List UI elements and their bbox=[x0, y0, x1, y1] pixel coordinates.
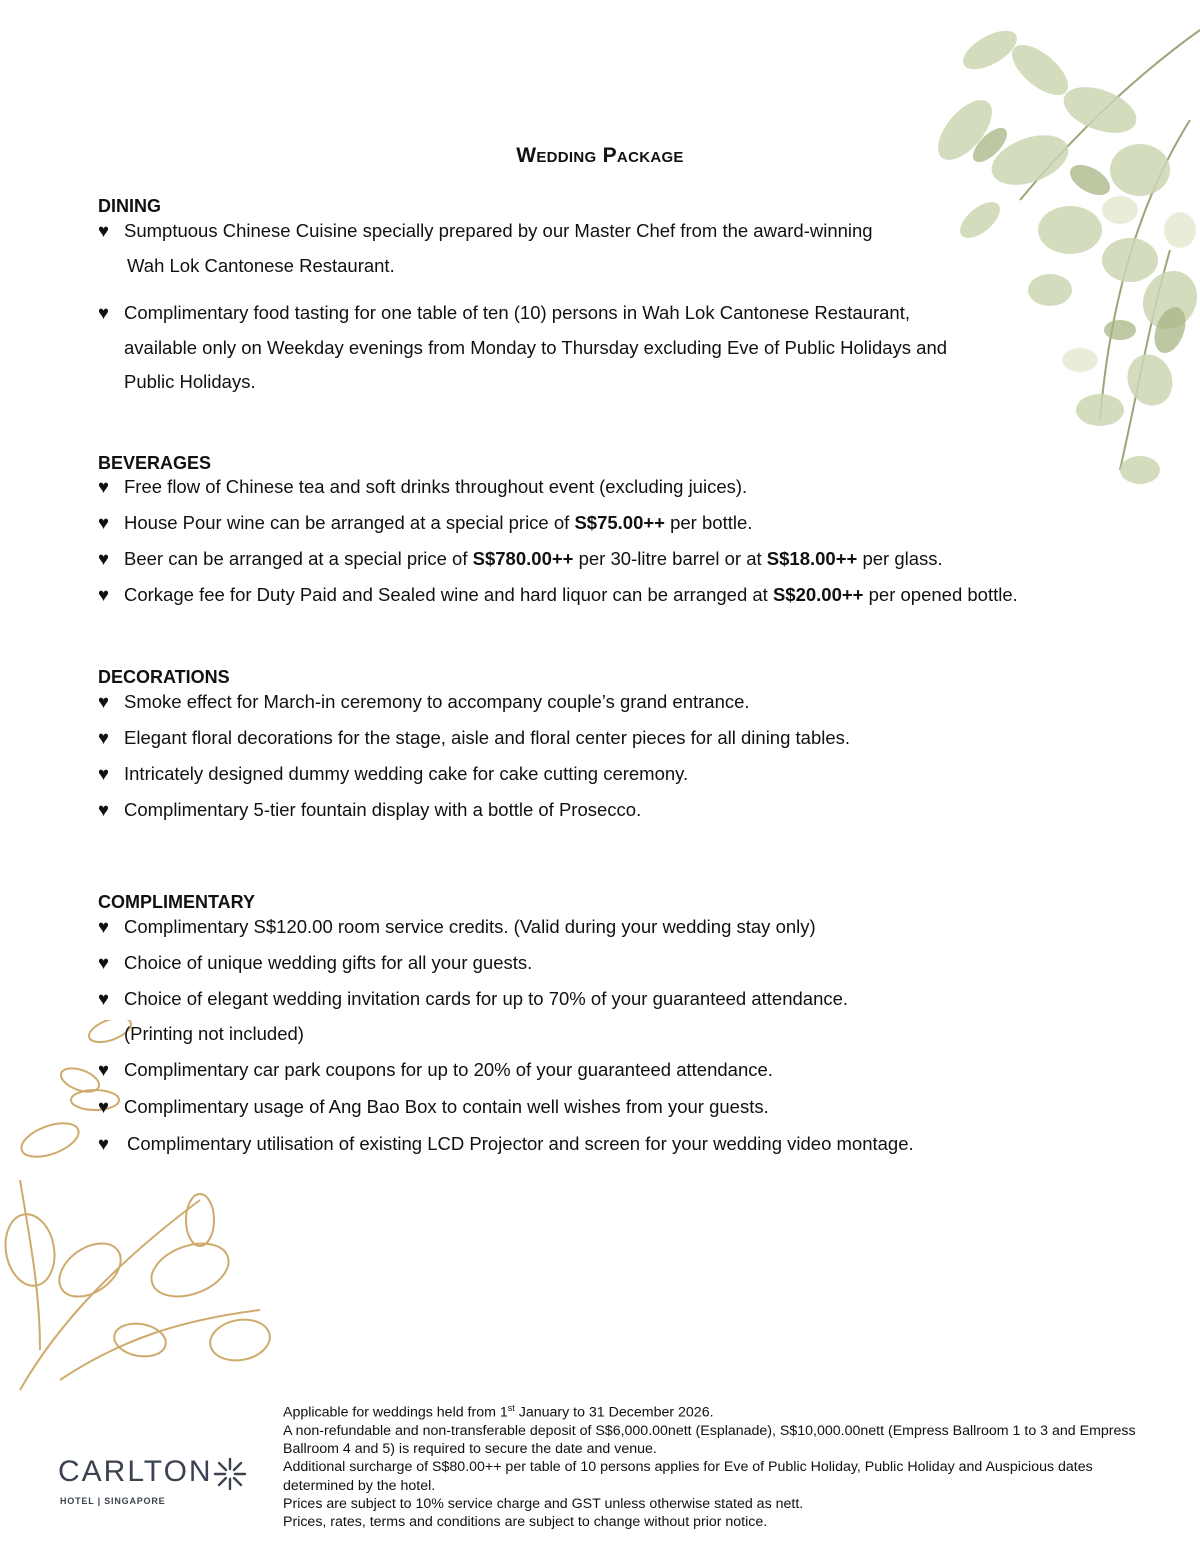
list-item: ♥ Free flow of Chinese tea and soft drinks throughout event (excluding juices). bbox=[98, 469, 747, 504]
list-item: ♥ Choice of elegant wedding invitation cards for up to 70% of your guaranteed attendance. bbox=[98, 981, 848, 1016]
terms-line: Additional surcharge of S$80.00++ per table of 10 persons applies for Eve of Public Holiday, Public Holiday and Auspicious dates determined by the hotel. bbox=[283, 1459, 1093, 1494]
heart-bullet-icon: ♥ bbox=[98, 763, 109, 784]
list-item: ♥ Complimentary car park coupons for up to 20% of your guaranteed attendance. bbox=[98, 1052, 773, 1087]
heart-bullet-icon: ♥ bbox=[98, 512, 109, 533]
heart-bullet-icon: ♥ bbox=[98, 691, 109, 712]
heart-bullet-icon: ♥ bbox=[98, 916, 109, 937]
list-item: ♥ Smoke effect for March-in ceremony to accompany couple’s grand entrance. bbox=[98, 684, 750, 719]
list-item-continued: Public Holidays. bbox=[124, 371, 256, 392]
terms-footer bbox=[283, 1399, 1143, 1531]
list-item: ♥ Elegant floral decorations for the stage, aisle and floral center pieces for all dining tables. bbox=[98, 720, 850, 755]
price: S$18.00++ bbox=[766, 548, 858, 569]
list-item: ♥ Complimentary food tasting for one table of ten (10) persons in Wah Lok Cantonese Restaurant, bbox=[98, 295, 910, 330]
heart-bullet-icon: ♥ bbox=[98, 799, 109, 820]
heart-bullet-icon: ♥ bbox=[98, 302, 109, 323]
terms-line: A non-refundable and non-transferable deposit of S$6,000.00nett (Esplanade), S$10,000.00nett (Empress Ballroom 1 to 3 and Empress Ballroom 4 and 5) is required to secure the date and venue. bbox=[283, 1422, 1136, 1458]
heart-bullet-icon: ♥ bbox=[98, 1133, 109, 1154]
page-title: Wedding Package bbox=[516, 144, 684, 167]
heart-bullet-icon: ♥ bbox=[98, 1059, 109, 1080]
starburst-icon bbox=[213, 1457, 247, 1491]
heart-bullet-icon: ♥ bbox=[98, 584, 109, 605]
list-item: ♥ Complimentary 5-tier fountain display with a bottle of Prosecco. bbox=[98, 792, 641, 827]
list-item-continued: Wah Lok Cantonese Restaurant. bbox=[127, 255, 395, 276]
section-heading-decorations: DECORATIONS bbox=[98, 667, 230, 687]
heart-bullet-icon: ♥ bbox=[98, 548, 109, 569]
heart-bullet-icon: ♥ bbox=[98, 988, 109, 1009]
list-item: ♥ Corkage fee for Duty Paid and Sealed wine and hard liquor can be arranged at S$20.00++ per opened bottle. bbox=[98, 577, 1018, 612]
list-item: ♥ Beer can be arranged at a special price of S$780.00++ per 30-litre barrel or at S$18.00++ per glass. bbox=[98, 541, 943, 576]
terms-line: Prices, rates, terms and conditions are subject to change without prior notice. bbox=[283, 1513, 768, 1530]
heart-bullet-icon: ♥ bbox=[98, 476, 109, 497]
list-item: ♥ Complimentary usage of Ang Bao Box to contain well wishes from your guests. bbox=[98, 1089, 769, 1124]
section-heading-beverages: BEVERAGES bbox=[98, 453, 212, 473]
terms-line: Applicable for weddings held from 1st January to 31 December 2026. bbox=[283, 1403, 714, 1421]
heart-bullet-icon: ♥ bbox=[98, 220, 109, 241]
list-item-continued: (Printing not included) bbox=[124, 1023, 304, 1044]
list-item: ♥ House Pour wine can be arranged at a special price of S$75.00++ per bottle. bbox=[98, 505, 752, 540]
section-heading-complimentary: COMPLIMENTARY bbox=[98, 892, 255, 912]
list-item: ♥ Sumptuous Chinese Cuisine specially prepared by our Master Chef from the award-winning bbox=[98, 213, 873, 248]
terms-line: Prices are subject to 10% service charge and GST unless otherwise stated as nett. bbox=[283, 1495, 804, 1512]
carlton-logo bbox=[58, 1455, 268, 1515]
section-heading-dining: DINING bbox=[98, 196, 161, 216]
list-item: ♥ Complimentary S$120.00 room service credits. (Valid during your wedding stay only) bbox=[98, 909, 816, 944]
logo-wordmark: CARLTON bbox=[58, 1455, 213, 1488]
list-item: ♥ Intricately designed dummy wedding cake for cake cutting ceremony. bbox=[98, 756, 688, 791]
list-item-continued: available only on Weekday evenings from Monday to Thursday excluding Eve of Public Holidays and bbox=[124, 337, 948, 358]
logo-subtitle: HOTEL | SINGAPORE bbox=[60, 1496, 166, 1506]
eucalyptus-leaves-illustration bbox=[870, 0, 1200, 560]
heart-bullet-icon: ♥ bbox=[98, 727, 109, 748]
list-item: ♥ Complimentary utilisation of existing LCD Projector and screen for your wedding video montage. bbox=[98, 1126, 914, 1161]
price: S$75.00++ bbox=[574, 512, 665, 533]
price: S$20.00++ bbox=[772, 584, 864, 605]
heart-bullet-icon: ♥ bbox=[98, 952, 109, 973]
heart-bullet-icon: ♥ bbox=[98, 1096, 109, 1117]
list-item: ♥ Choice of unique wedding gifts for all your guests. bbox=[98, 945, 532, 980]
price: S$780.00++ bbox=[472, 548, 574, 569]
